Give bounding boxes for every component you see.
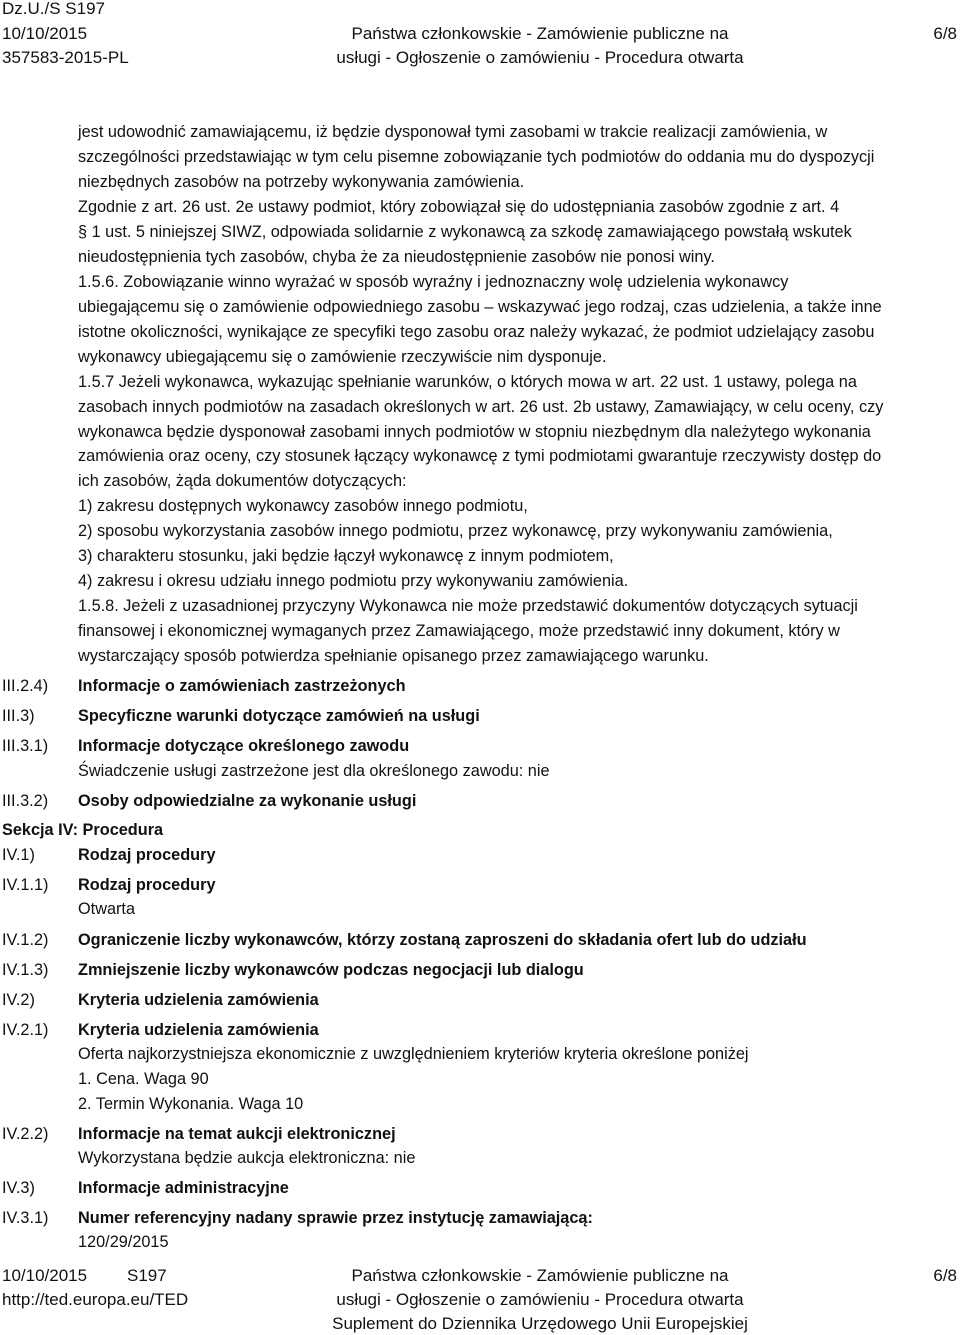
- text-line: niezbędnych zasobów na potrzeby wykonywania zamówienia.: [78, 173, 525, 191]
- section-title: Rodzaj procedury: [78, 846, 216, 864]
- text-line: 1.5.8. Jeżeli z uzasadnionej przyczyny Wykonawca nie może przedstawić dokumentów dotyczących sytuacji: [78, 597, 858, 615]
- section-title: Numer referencyjny nadany sprawie przez instytucję zamawiającą:: [78, 1209, 593, 1227]
- section-number: IV.3.1): [2, 1209, 49, 1227]
- text-line: jest udowodnić zamawiającemu, iż będzie dysponował tymi zasobami w trakcie realizacji zamówienia, w: [78, 123, 828, 141]
- text-line: 3) charakteru stosunku, jaki będzie łączył wykonawcę z innym podmiotem,: [78, 547, 614, 565]
- section-number: IV.2.2): [2, 1125, 49, 1143]
- text-line: 1.5.7 Jeżeli wykonawca, wykazując spełnianie warunków, o których mowa w art. 22 ust. 1 ustawy, polega na: [78, 373, 857, 391]
- page-number: 6/8: [933, 24, 957, 43]
- section-number: III.3.1): [2, 737, 49, 755]
- text-line: wykonawcy ubiegającemu się o zamówienie rzeczywiście nim dysponuje.: [78, 348, 607, 366]
- section-number: III.2.4): [2, 677, 49, 695]
- text-line: § 1 ust. 5 niniejszej SIWZ, odpowiada solidarnie z wykonawcą za szkodę zamawiającego powstałą wskutek: [78, 223, 852, 241]
- text-line: Zgodnie z art. 26 ust. 2e ustawy podmiot, który zobowiązał się do udostępniania zasobów zgodnie z art. 4: [78, 198, 840, 216]
- document-id: 357583-2015-PL: [2, 48, 129, 67]
- section-title: Ograniczenie liczby wykonawców, którzy zostaną zaproszeni do składania ofert lub do udziału: [78, 931, 807, 949]
- section-text: Otwarta: [78, 900, 136, 918]
- section-title: Kryteria udzielenia zamówienia: [78, 1021, 319, 1039]
- text-line: 4) zakresu i okresu udziału innego podmiotu przy wykonywaniu zamówienia.: [78, 572, 629, 590]
- text-line: 2) sposobu wykorzystania zasobów innego podmiotu, przez wykonawcę, przy wykonywaniu zamówienia,: [78, 522, 833, 540]
- criterion-item: 1. Cena. Waga 90: [78, 1070, 209, 1088]
- text-line: wykonawca będzie dysponował zasobami innych podmiotów w stopniu niezbędnym dla należytego wykonania: [78, 423, 871, 441]
- section-text: Oferta najkorzystniejsza ekonomicznie z uwzględnieniem kryteriów kryteria określone poniżej: [78, 1045, 749, 1063]
- section-number: III.3): [2, 707, 35, 725]
- text-line: zasobach innych podmiotów na zasadach określonych w art. 26 ust. 2b ustawy, Zamawiający, w celu oceny, czy: [78, 398, 884, 416]
- criterion-item: 2. Termin Wykonania. Waga 10: [78, 1095, 304, 1113]
- section-title: Osoby odpowiedzialne za wykonanie usługi: [78, 792, 417, 810]
- header-date: 10/10/2015: [2, 24, 88, 43]
- footer-title-line2: usługi - Ogłoszenie o zamówieniu - Procedura otwarta: [336, 1290, 744, 1309]
- section-text: Wykorzystana będzie aukcja elektroniczna: nie: [78, 1149, 416, 1167]
- section-number: IV.2): [2, 991, 35, 1009]
- text-line: istotne okoliczności, wynikające ze specyfiki tego zasobu oraz należy wykazać, że podmiot udzielający zasobu: [78, 323, 875, 341]
- section-title: Informacje o zamówieniach zastrzeżonych: [78, 677, 406, 695]
- header-title-line2: usługi - Ogłoszenie o zamówieniu - Procedura otwarta: [336, 48, 744, 67]
- footer-title-line1: Państwa członkowskie - Zamówienie publiczne na: [351, 1266, 729, 1285]
- section-text: Świadczenie usługi zastrzeżone jest dla określonego zawodu: nie: [78, 762, 550, 780]
- footer-journal: S197: [127, 1266, 167, 1285]
- section-title: Rodzaj procedury: [78, 876, 216, 894]
- section-title: Informacje dotyczące określonego zawodu: [78, 737, 410, 755]
- footer-url-link[interactable]: http://ted.europa.eu/TED: [2, 1290, 189, 1309]
- header-title-line1: Państwa członkowskie - Zamówienie publiczne na: [351, 24, 729, 43]
- section-number: III.3.2): [2, 792, 49, 810]
- journal-reference: Dz.U./S S197: [2, 0, 105, 18]
- footer-page-number: 6/8: [933, 1266, 957, 1285]
- text-line: szczególności przedstawiając w tym celu pisemne zobowiązanie tych podmiotów do oddania mu do dyspozycji: [78, 148, 875, 166]
- text-line: ich zasobów, żąda dokumentów dotyczących:: [78, 472, 407, 490]
- section-iv-heading: Sekcja IV: Procedura: [2, 821, 164, 839]
- section-text: 120/29/2015: [78, 1233, 169, 1251]
- section-title: Kryteria udzielenia zamówienia: [78, 991, 319, 1009]
- section-number: IV.1): [2, 846, 35, 864]
- section-title: Zmniejszenie liczby wykonawców podczas negocjacji lub dialogu: [78, 961, 584, 979]
- section-title: Informacje administracyjne: [78, 1179, 289, 1197]
- footer-date: 10/10/2015: [2, 1266, 88, 1285]
- text-line: ubiegającemu się o zamówienie odpowiedniego zasobu – wskazywać jego rodzaj, czas udzielenia, a także inne: [78, 298, 882, 316]
- section-number: IV.2.1): [2, 1021, 49, 1039]
- section-number: IV.1.2): [2, 931, 49, 949]
- section-number: IV.3): [2, 1179, 35, 1197]
- text-line: 1) zakresu dostępnych wykonawcy zasobów innego podmiotu,: [78, 497, 528, 515]
- text-line: zamówienia oraz oceny, czy stosunek łączący wykonawcę z tymi podmiotami gwarantuje rzeczywisty dostęp do: [78, 447, 882, 465]
- text-line: finansowej i ekonomicznej wymaganych przez Zamawiającego, może przedstawić inny dokument, który w: [78, 622, 840, 640]
- section-title: Informacje na temat aukcji elektronicznej: [78, 1125, 396, 1143]
- text-line: 1.5.6. Zobowiązanie winno wyrażać w sposób wyraźny i jednoznaczny wolę udzielenia wykonawcy: [78, 273, 789, 291]
- text-line: nieudostępnienia tych zasobów, chyba że za nieudostępnienie zasobów nie ponosi winy.: [78, 248, 715, 266]
- text-line: wystarczający sposób potwierdza spełnianie opisanego przez zamawiającego warunku.: [78, 647, 709, 665]
- section-title: Specyficzne warunki dotyczące zamówień na usługi: [78, 707, 480, 725]
- footer-supplement: Suplement do Dziennika Urzędowego Unii Europejskiej: [332, 1314, 748, 1333]
- section-number: IV.1.1): [2, 876, 49, 894]
- section-number: IV.1.3): [2, 961, 49, 979]
